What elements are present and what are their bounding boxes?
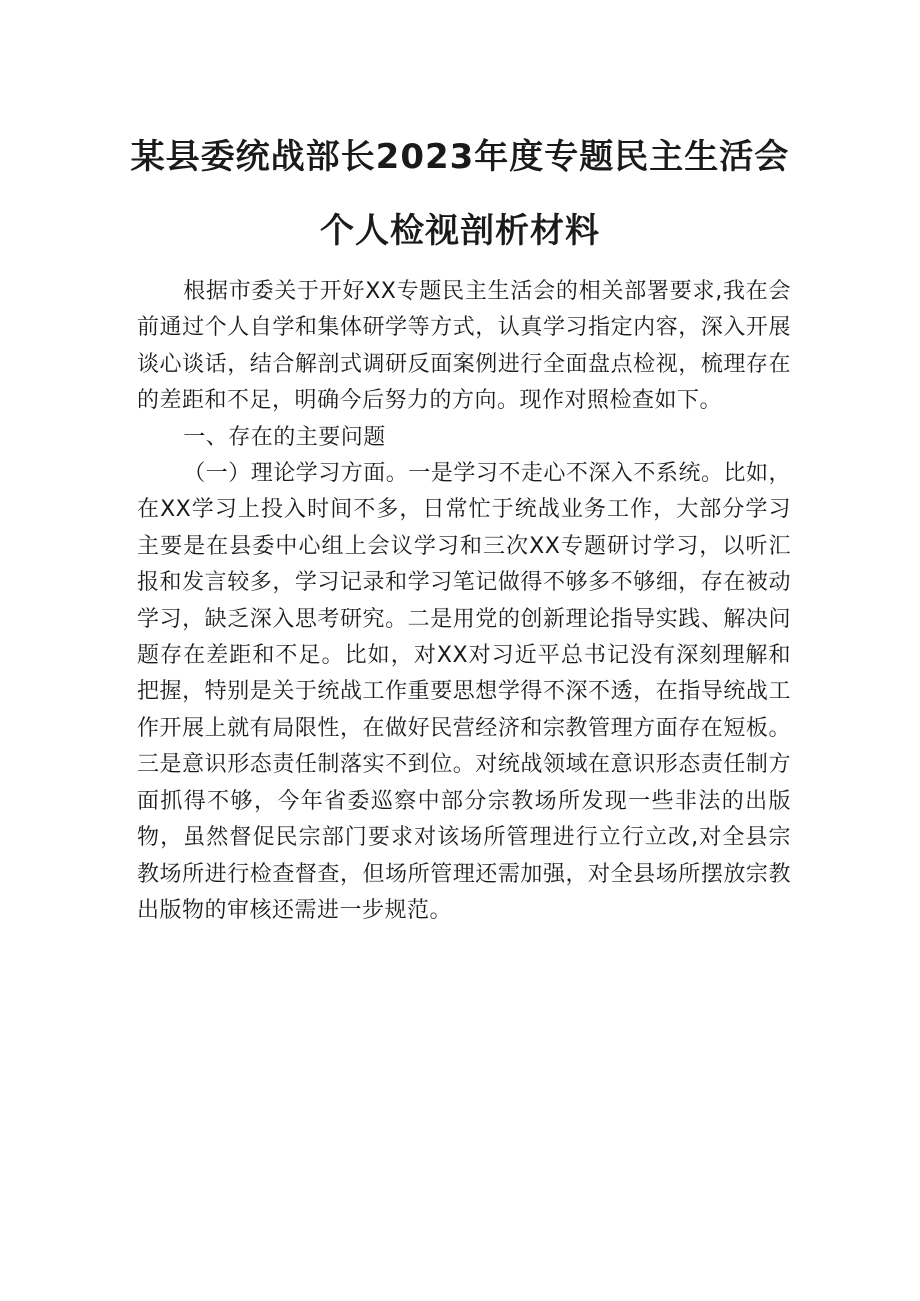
section-heading: 一、存在的主要问题 (183, 424, 386, 450)
intro-paragraph: 根据市委关于开好XX专题民主生活会的相关部署要求,我在会前通过个人自学和集体研学等方式，认真学习指定内容，深入开展谈心谈话，结合解剖式调研反面案例进行全面盘点检视，梳理存在的差距和不足，明确今后努力的方向。现作对照检查如下。 (137, 279, 791, 414)
theory-study-paragraph: （一）理论学习方面。一是学习不走心不深入不系统。比如，在XX学习上投入时间不多，日常忙于统战业务工作，大部分学习主要是在县委中心组上会议学习和三次XX专题研讨学习，以听汇报和发言较多，学习记录和学习笔记做得不够多不够细，存在被动学习，缺乏深入思考研究。二是用党的创新理论指导实践、解决问题存在差距和不足。比如，对XX对习近平总书记没有深刻理解和把握，特别是关于统战工作重要思想学得不深不透，在指导统战工作开展上就有局限性，在做好民营经济和宗教管理方面存在短板。三是意识形态责任制落实不到位。对统战领域在意识形态责任制方面抓得不够，今年省委巡察中部分宗教场所发现一些非法的出版物，虽然督促民宗部门要求对该场所管理进行立行立改,对全县宗教场所进行检查督查，但场所管理还需加强，对全县场所摆放宗教出版物的审核还需进一步规范。 (137, 461, 791, 923)
document-body (137, 274, 791, 929)
document-title-line-2: 个人检视剖析材料 (320, 211, 600, 251)
document-title-line-1: 某县委统战部长2023年度专题民主生活会 (130, 137, 790, 177)
